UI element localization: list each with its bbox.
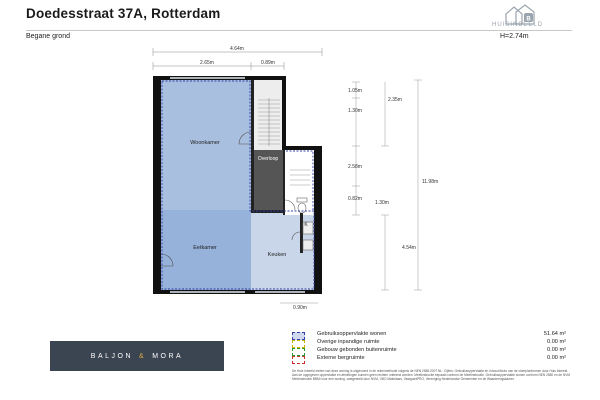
room-label-eetkamer: Eetkamer	[193, 245, 217, 251]
brand-amp: &	[139, 352, 147, 360]
room-label-overloop: Overloop	[257, 156, 279, 162]
dim-middle-3: 1.30m	[375, 200, 389, 206]
stair-area	[251, 80, 283, 150]
legend-swatch-berg	[292, 356, 305, 364]
dim-right-top: 2.35m	[388, 97, 402, 103]
legend-value: 51.64 m²	[543, 331, 566, 337]
ceiling-height: H=2.74m	[500, 33, 529, 40]
brand-right: MORA	[152, 352, 184, 360]
brand-left: BALJON	[90, 352, 134, 360]
dim-right-width: 0.89m	[261, 60, 275, 66]
dim-total-width: 4.64m	[230, 46, 244, 52]
logo-text: HUISINBEELD	[492, 22, 544, 28]
legend-row-wonen	[292, 331, 566, 339]
dim-bottom-width: 0.90m	[293, 305, 307, 311]
legend-row-overig	[292, 339, 566, 347]
legend-label: Gebruiksoppervlakte wonen	[317, 331, 387, 337]
brand-logo	[50, 341, 224, 371]
legend-row-buiten	[292, 347, 566, 355]
page-title: Doedesstraat 37A, Rotterdam	[26, 6, 221, 21]
dim-middle-2: 0.82m	[348, 196, 362, 202]
room-label-woonkamer: Woonkamer	[190, 140, 220, 146]
dim-total-depth: 11.98m	[421, 179, 439, 185]
dim-left-width: 2.65m	[200, 60, 214, 66]
svg-text:B: B	[526, 16, 531, 23]
dim-middle-1: 2.58m	[348, 164, 362, 170]
dim-kitchen-depth: 4.54m	[402, 245, 416, 251]
room-label-keuken: Keuken	[267, 252, 287, 258]
legend-label: Externe bergruimte	[317, 355, 365, 361]
dim-stair-2: 1.30m	[348, 108, 362, 114]
legend-value: 0.00 m²	[547, 347, 566, 353]
legend-label: Overige inpandige ruimte	[317, 339, 380, 345]
disclaimer-text: De Huis Inbeeld meten van deze woning is uitgevoerd in de rekenmethode volgens de NEN 2580:2007 NL. Cijfers: Gebruiksoppervlakte en Inhoud/bruto van de vloerplanformen door Huis Inbeeld. Aan de opgegeven oppervlakte en afmetingen kunnen geen rechten ontleend worden. Meetinstructie bepaald conform de Meetinstructie. Gebruiksoppervlakte wonen conform NEN 2580 en de NVM Meetinstructie BBMI voor een woning, vastgesteld door NVM, VBO Makelaars, VastgoedPRO, Vereniging Nederlandse Gemeenten en de Waarderingskamer.	[292, 369, 571, 382]
room-label-kast: K	[304, 222, 308, 228]
legend-value: 0.00 m²	[547, 355, 566, 361]
legend-row-berg	[292, 355, 566, 363]
floor-name: Begane grond	[26, 33, 70, 40]
legend-label: Gebouw gebonden buitenruimte	[317, 347, 397, 353]
legend-value: 0.00 m²	[547, 339, 566, 345]
dim-stair-1: 1.05m	[348, 88, 362, 94]
